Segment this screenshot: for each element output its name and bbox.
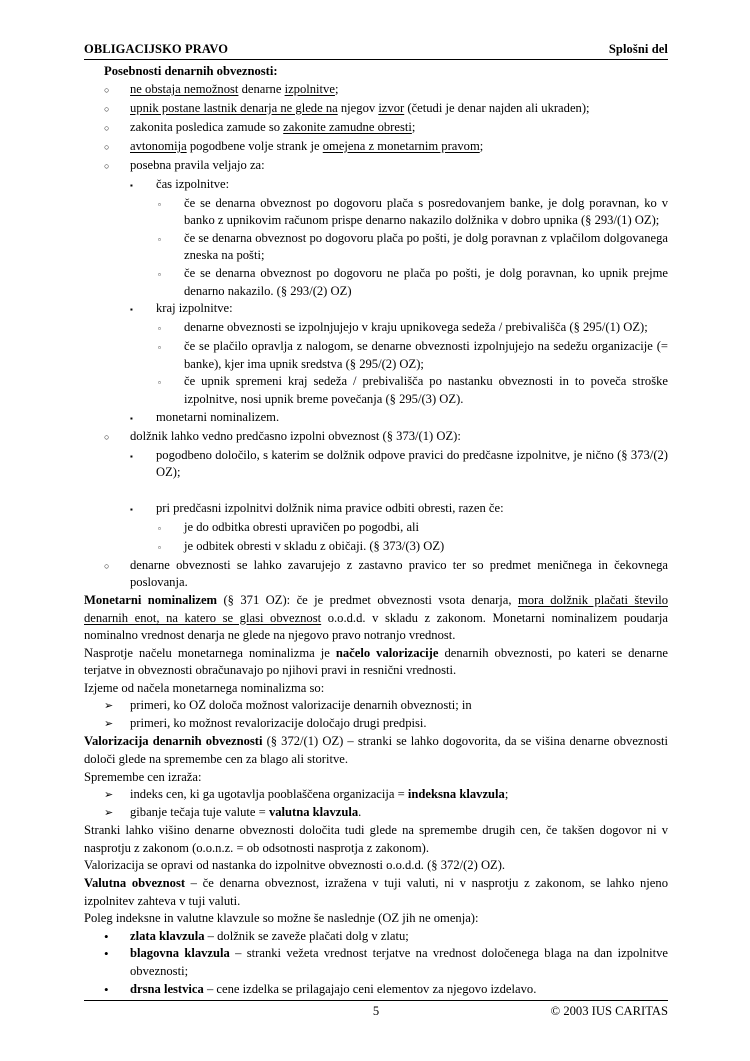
- list-item: [84, 138, 668, 157]
- list-item: [84, 804, 668, 822]
- list-item-text: je do odbitka obresti upravičen po pogodbi, ali: [184, 519, 420, 534]
- plain-text: ;: [479, 138, 484, 153]
- term-bold: Valutna obveznost: [84, 876, 186, 891]
- arrow-bullet-icon: ➢: [104, 807, 114, 820]
- arrow-bullet-icon: ➢: [104, 700, 114, 713]
- plain-text: (§ 371 OZ): če je predmet obveznosti vsota denarja,: [217, 592, 518, 607]
- list-item-text: čas izpolnitve:: [156, 176, 230, 191]
- plain-text: ;: [504, 787, 509, 802]
- circle-bullet-icon: ○: [104, 84, 110, 95]
- copyright-notice: © 2003 IUS CARITAS: [550, 1004, 668, 1018]
- square-hollow-bullet-icon: ▫: [158, 343, 161, 353]
- list-item: [84, 409, 668, 428]
- list-item: [84, 428, 668, 447]
- circle-bullet-icon: ○: [104, 160, 110, 171]
- plain-text: – stranki vežeta vrednost terjatve na vrednost določenega blaga na dan izpolnitve obveznosti;: [130, 946, 668, 978]
- list-item-text: primeri, ko OZ določa možnost valorizacije denarnih obveznosti; in: [130, 698, 472, 713]
- round-bullet-icon: •: [104, 928, 109, 944]
- footer-divider: [84, 1000, 668, 1001]
- plain-text: .: [358, 805, 362, 820]
- circle-bullet-icon: ○: [104, 103, 110, 114]
- circle-bullet-icon: ○: [104, 122, 110, 133]
- list-item-text: [130, 81, 668, 99]
- list-item: [84, 538, 668, 557]
- underlined-text: mora dolžnik plačati število denarnih enot, na katero se glasi obveznost: [84, 592, 668, 625]
- list-item: [84, 697, 668, 715]
- square-hollow-bullet-icon: ▫: [158, 324, 161, 334]
- list-item-text: če se denarna obveznost po dogovoru plača po pošti, je dolg poravnan z vplačilom dolgovanega zneska na pošti;: [184, 230, 668, 263]
- paragraph-izjeme: Izjeme od načela monetarnega nominalizma so:: [84, 680, 325, 695]
- section-heading: Posebnosti denarnih obveznosti:: [104, 64, 278, 78]
- underlined-text: avtonomija: [130, 138, 187, 153]
- list-item: [84, 300, 668, 319]
- list-item: [84, 557, 668, 592]
- arrow-bullet-icon: ➢: [104, 789, 114, 802]
- header-title-left: OBLIGACIJSKO PRAVO: [84, 42, 229, 56]
- underlined-text: ne obstaja nemožnost: [130, 81, 239, 96]
- list-item: [84, 500, 668, 519]
- square-filled-bullet-icon: ▪: [130, 504, 133, 514]
- term-bold: načelo valorizacije: [335, 645, 439, 660]
- round-bullet-icon: •: [104, 946, 109, 962]
- list-item-text: denarne obveznosti se izpolnjujejo v kraju upnikovega sedeža / prebivališča (§ 295/(1) OZ);: [184, 320, 648, 335]
- list-item-text: [130, 928, 668, 946]
- list-item-text: [130, 138, 668, 156]
- underlined-text: izvor: [378, 100, 405, 115]
- round-bullet-icon: •: [104, 981, 109, 997]
- plain-text: pogodbene volje strank je: [186, 138, 323, 153]
- list-item-text: če se denarna obveznost po dogovoru ne plača po pošti, je dolg poravnan, ko upnik prejme denarno nakazilo. (§ 293/(2) OZ): [184, 265, 668, 298]
- term-bold: indeksna klavzula: [407, 787, 505, 802]
- list-item: [84, 230, 668, 265]
- list-item: [84, 981, 668, 999]
- paragraph-nasprotje: [84, 645, 668, 680]
- list-item-text: [130, 804, 668, 822]
- list-item: [84, 157, 668, 176]
- list-item-text: če se denarna obveznost po dogovoru plača s posredovanjem banke, je dolg poravnan, ko v banko z upnikovim računom prispe denarno nakazilo dolžnika v dobro upnika (§ 293/(1) OZ);: [184, 195, 668, 228]
- term-bold: blagovna klavzula: [130, 946, 230, 961]
- underlined-text: izpolnitve: [284, 81, 335, 96]
- square-hollow-bullet-icon: ▫: [158, 199, 161, 209]
- paragraph-valutna-obveznost: [84, 875, 668, 910]
- plain-text: ;: [334, 81, 339, 96]
- plain-text: Nasprotje načelu monetarnega nominalizma je: [84, 645, 336, 660]
- underlined-text: omejena z monetarnim pravom: [322, 138, 480, 153]
- list-item: [84, 928, 668, 946]
- underlined-text: zakonite zamudne obresti: [283, 119, 412, 134]
- paragraph-spremembe-cen: Spremembe cen izraža:: [84, 769, 202, 784]
- square-filled-bullet-icon: ▪: [130, 451, 133, 461]
- list-item-text: [130, 981, 668, 999]
- paragraph-poleg-klavzul: Poleg indeksne in valutne klavzule so možne še naslednje (OZ jih ne omenja):: [84, 911, 479, 926]
- circle-bullet-icon: ○: [104, 431, 110, 442]
- header-title-right: Splošni del: [608, 42, 668, 56]
- list-item-text: je odbitek obresti v skladu z običaji. (§ 373/(3) OZ): [184, 538, 445, 553]
- list-item: [84, 81, 668, 100]
- plain-text: denarnih obveznosti, po kateri se denarne terjatve in obveznosti obračunavajo po njihovi pravi in resnični vrednosti.: [84, 645, 668, 678]
- square-filled-bullet-icon: ▪: [130, 305, 133, 315]
- square-filled-bullet-icon: ▪: [130, 413, 133, 423]
- list-item: [84, 373, 668, 408]
- list-item-text: dolžnik lahko vedno predčasno izpolni obveznost (§ 373/(1) OZ):: [130, 428, 461, 443]
- list-item: [84, 119, 668, 138]
- list-item-text: monetarni nominalizem.: [156, 409, 280, 424]
- term-bold: valutna klavzula: [268, 805, 359, 820]
- list-item: [84, 519, 668, 538]
- list-item: [84, 265, 668, 300]
- paragraph-valorizacija-opravi: Valorizacija se opravi od nastanka do izpolnitve obveznosti o.o.d.d. (§ 372/(2) OZ).: [84, 858, 506, 873]
- underlined-text: upnik postane lastnik denarja ne glede na: [130, 100, 338, 115]
- page-number: 5: [372, 1004, 380, 1018]
- list-item-text: primeri, ko možnost revalorizacije določajo drugi predpisi.: [130, 716, 427, 731]
- list-item: [84, 715, 668, 733]
- plain-text: (četudi je denar najden ali ukraden);: [404, 100, 590, 115]
- list-item: [84, 338, 668, 373]
- header-divider: [84, 59, 668, 60]
- running-header: [84, 42, 668, 57]
- paragraph-valorizacija: [84, 733, 668, 768]
- list-item: [84, 786, 668, 804]
- list-item-text: [130, 119, 668, 137]
- paragraph-spacer: [84, 482, 668, 500]
- plain-text: indeks cen, ki ga ugotavlja pooblaščena organizacija =: [130, 787, 408, 802]
- list-item: [84, 100, 668, 119]
- list-item: [84, 176, 668, 195]
- plain-text: – cene izdelka se prilagajajo ceni elementov za njegovo izdelavo.: [203, 981, 537, 996]
- paragraph-monetarni-nominalizem: [84, 592, 668, 645]
- term-bold: Valorizacija denarnih obveznosti: [84, 734, 263, 749]
- document-body: [84, 63, 668, 998]
- list-item-text: kraj izpolnitve:: [156, 301, 233, 316]
- square-hollow-bullet-icon: ▫: [158, 542, 161, 552]
- plain-text: ;: [411, 119, 416, 134]
- list-item-text: posebna pravila veljajo za:: [130, 157, 265, 172]
- list-item: [84, 319, 668, 338]
- square-hollow-bullet-icon: ▫: [158, 234, 161, 244]
- square-filled-bullet-icon: ▪: [130, 180, 133, 190]
- list-item-text: pri predčasni izpolnitvi dolžnik nima pravice odbiti obresti, razen če:: [156, 500, 504, 515]
- plain-text: gibanje tečaja tuje valute =: [130, 805, 269, 820]
- list-item-text: če se plačilo opravlja z nalogom, se denarne obveznosti izpolnjujejo na sedežu organizacije (= banke), kjer ima upnik sredstva (§ 295/(2) OZ);: [184, 339, 668, 371]
- plain-text: zakonita posledica zamude so: [130, 119, 284, 134]
- term-bold: drsna lestvica: [130, 981, 204, 996]
- plain-text: njegov: [337, 100, 379, 115]
- list-item: [84, 447, 668, 482]
- list-item-text: [130, 100, 668, 118]
- paragraph-stranki: Stranki lahko višino denarne obveznosti določita tudi glede na spremembe drugih cen, če takšen dogovor ni v nasprotju z zakonom (o.o.n.z. = ob odsotnosti nasprotja z zakonom).: [84, 823, 668, 855]
- circle-bullet-icon: ○: [104, 141, 110, 152]
- square-hollow-bullet-icon: ▫: [158, 378, 161, 388]
- list-item-text: denarne obveznosti se lahko zavarujejo z zastavno pravico ter so predmet meničnega in čekovnega poslovanja.: [130, 557, 668, 590]
- plain-text: denarne: [238, 81, 285, 96]
- arrow-bullet-icon: ➢: [104, 718, 114, 731]
- term-bold: zlata klavzula: [130, 928, 205, 943]
- square-hollow-bullet-icon: ▫: [158, 269, 161, 279]
- circle-bullet-icon: ○: [104, 560, 110, 571]
- plain-text: – dolžnik se zaveže plačati dolg v zlatu;: [204, 928, 409, 943]
- list-item-text: če upnik spremeni kraj sedeža / prebivališča po nastanku obveznosti in to poveča stroške izpolnitve, nosi upnik breme povečanja (§ 295/(3) OZ).: [184, 374, 668, 406]
- list-item: [84, 945, 668, 980]
- plain-text: o.o.d.d. v skladu z zakonom. Monetarni nominalizem poudarja nominalno vrednost denarja ne glede na njegovo pravo notranjo vrednost.: [84, 610, 668, 643]
- plain-text: – če denarna obveznost, izražena v tuji valuti, ni v nasprotju z zakonom, se lahko njeno izpolnitev zahteva v tuji valuti.: [84, 876, 668, 908]
- list-item-text: [130, 945, 668, 980]
- page-footer: [84, 1004, 668, 1024]
- list-item: [84, 195, 668, 230]
- list-item-text: pogodbeno določilo, s katerim se dolžnik odpove pravici do predčasne izpolnitve, je nično (§ 373/(2) OZ);: [156, 447, 668, 480]
- plain-text: (§ 372/(1) OZ) – stranki se lahko dogovorita, da se višina denarne obveznosti določi glede na spremembe cen za blago ali storitve.: [84, 734, 669, 767]
- term-bold: Monetarni nominalizem: [84, 592, 218, 607]
- list-item-text: [130, 786, 668, 804]
- square-hollow-bullet-icon: ▫: [158, 523, 161, 533]
